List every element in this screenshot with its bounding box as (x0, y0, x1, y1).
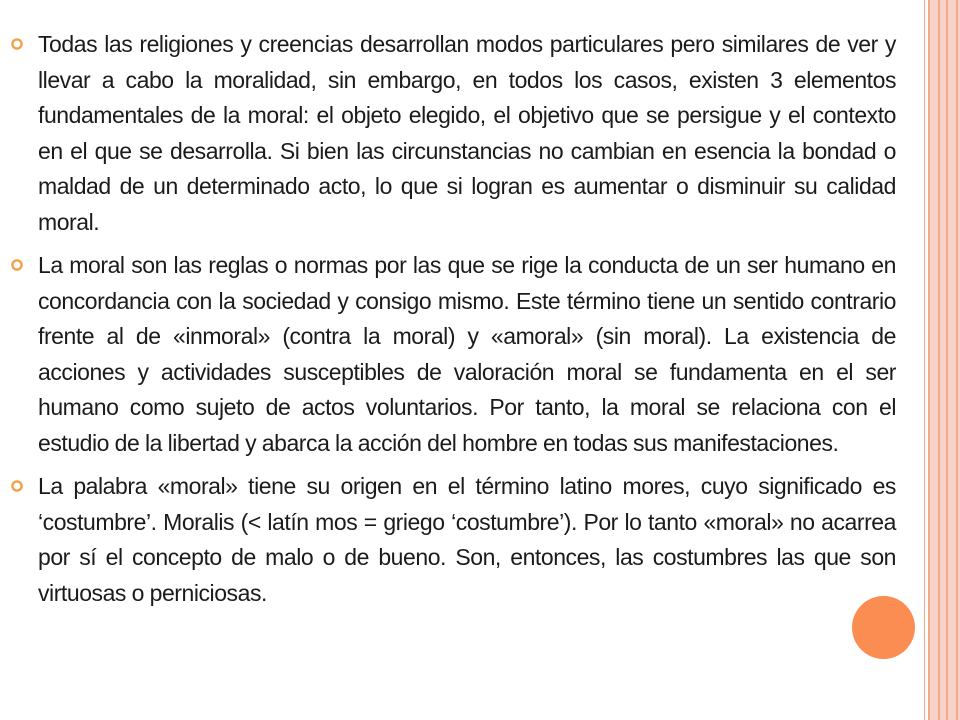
orange-circle-decoration (852, 596, 915, 659)
border-line (946, 0, 948, 720)
bullet-item-3 (10, 469, 896, 611)
hollow-circle-bullet-icon (10, 479, 24, 493)
right-decorative-border (924, 0, 960, 720)
slide-body (10, 27, 896, 619)
border-line (928, 0, 930, 720)
bullet-text: Todas las religiones y creencias desarrollan modos particulares pero similares de ver y llevar a cabo la moralidad, sin embargo, en todos los casos, existen 3 elementos fundamentales de la moral: el objeto elegido, el objetivo que se persigue y el contexto en el que se desarrolla. Si bien las circunstancias no cambian en esencia la bondad o maldad de un determinado acto, lo que si logran es aumentar o disminuir su calidad moral. (38, 31, 896, 235)
bullet-item-2 (10, 248, 896, 461)
bullet-text: La moral son las reglas o normas por las que se rige la conducta de un ser humano en concordancia con la sociedad y consigo mismo. Este término tiene un sentido contrario frente al de «inmoral» (contra la moral) y «amoral» (sin moral). La existencia de acciones y actividades susceptibles de valoración moral se fundamenta en el ser humano como sujeto de actos voluntarios. Por tanto, la moral se relaciona con el estudio de la libertad y abarca la acción del hombre en todas sus manifestaciones. (38, 252, 896, 456)
bullet-text: La palabra «moral» tiene su origen en el término latino mores, cuyo significado es ‘costumbre’. Moralis (< latín mos = griego ‘costumbre’). Por lo tanto «moral» no acarrea por sí el concepto de malo o de bueno. Son, entonces, las costumbres las que son virtuosas o perniciosas. (38, 473, 896, 606)
border-line (938, 0, 940, 720)
hollow-circle-bullet-icon (10, 258, 24, 272)
border-line (956, 0, 958, 720)
border-line (924, 0, 925, 720)
hollow-circle-bullet-icon (10, 37, 24, 51)
bullet-item-1 (10, 27, 896, 240)
